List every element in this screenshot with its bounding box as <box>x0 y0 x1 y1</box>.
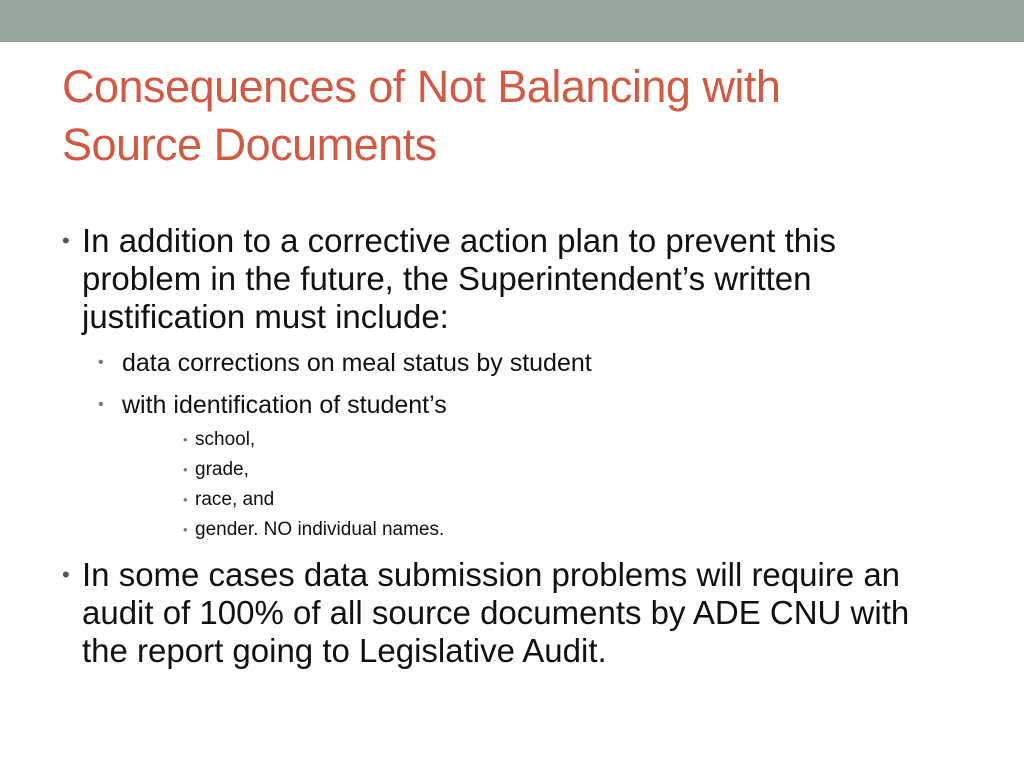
detail-item-grade <box>183 458 883 482</box>
detail-item-gender <box>183 518 883 542</box>
bullet-icon: • <box>183 492 188 507</box>
bullet-icon: • <box>183 462 188 477</box>
bullet-icon: • <box>183 432 188 447</box>
detail-item-school <box>183 428 883 452</box>
bullet-item-2-text: In some cases data submission problems will require an audit of 100% of all source documents by ADE CNU with the report going to Legislative Audit. <box>82 556 910 669</box>
bullet-item-1 <box>62 222 962 336</box>
bullet-icon: • <box>98 354 104 371</box>
bullet-icon: • <box>183 522 188 537</box>
detail-item-grade-text: grade, <box>195 459 249 480</box>
bullet-item-1-text: In addition to a corrective action plan to prevent this problem in the future, the Superintendent’s written justification must include: <box>82 222 836 335</box>
detail-item-school-text: school, <box>195 429 256 450</box>
slide-title-line-1: Consequences of Not Balancing with <box>62 61 781 112</box>
detail-item-gender-text: gender. NO individual names. <box>195 519 445 540</box>
slide-title <box>62 58 962 174</box>
detail-item-race-text: race, and <box>195 489 275 510</box>
bullet-item-2 <box>62 556 962 670</box>
bullet-icon: • <box>98 396 104 413</box>
sub-bullet-item-2 <box>98 389 958 421</box>
sub-bullet-item-1 <box>98 347 958 379</box>
bullet-icon: • <box>62 228 70 253</box>
slide-title-line-2: Source Documents <box>62 119 437 170</box>
sub-bullet-item-2-text: with identification of student’s <box>122 391 447 419</box>
sub-bullet-item-1-text: data corrections on meal status by student <box>122 349 592 377</box>
bullet-icon: • <box>62 562 70 587</box>
detail-item-race <box>183 488 883 512</box>
top-accent-bar <box>0 0 1024 42</box>
